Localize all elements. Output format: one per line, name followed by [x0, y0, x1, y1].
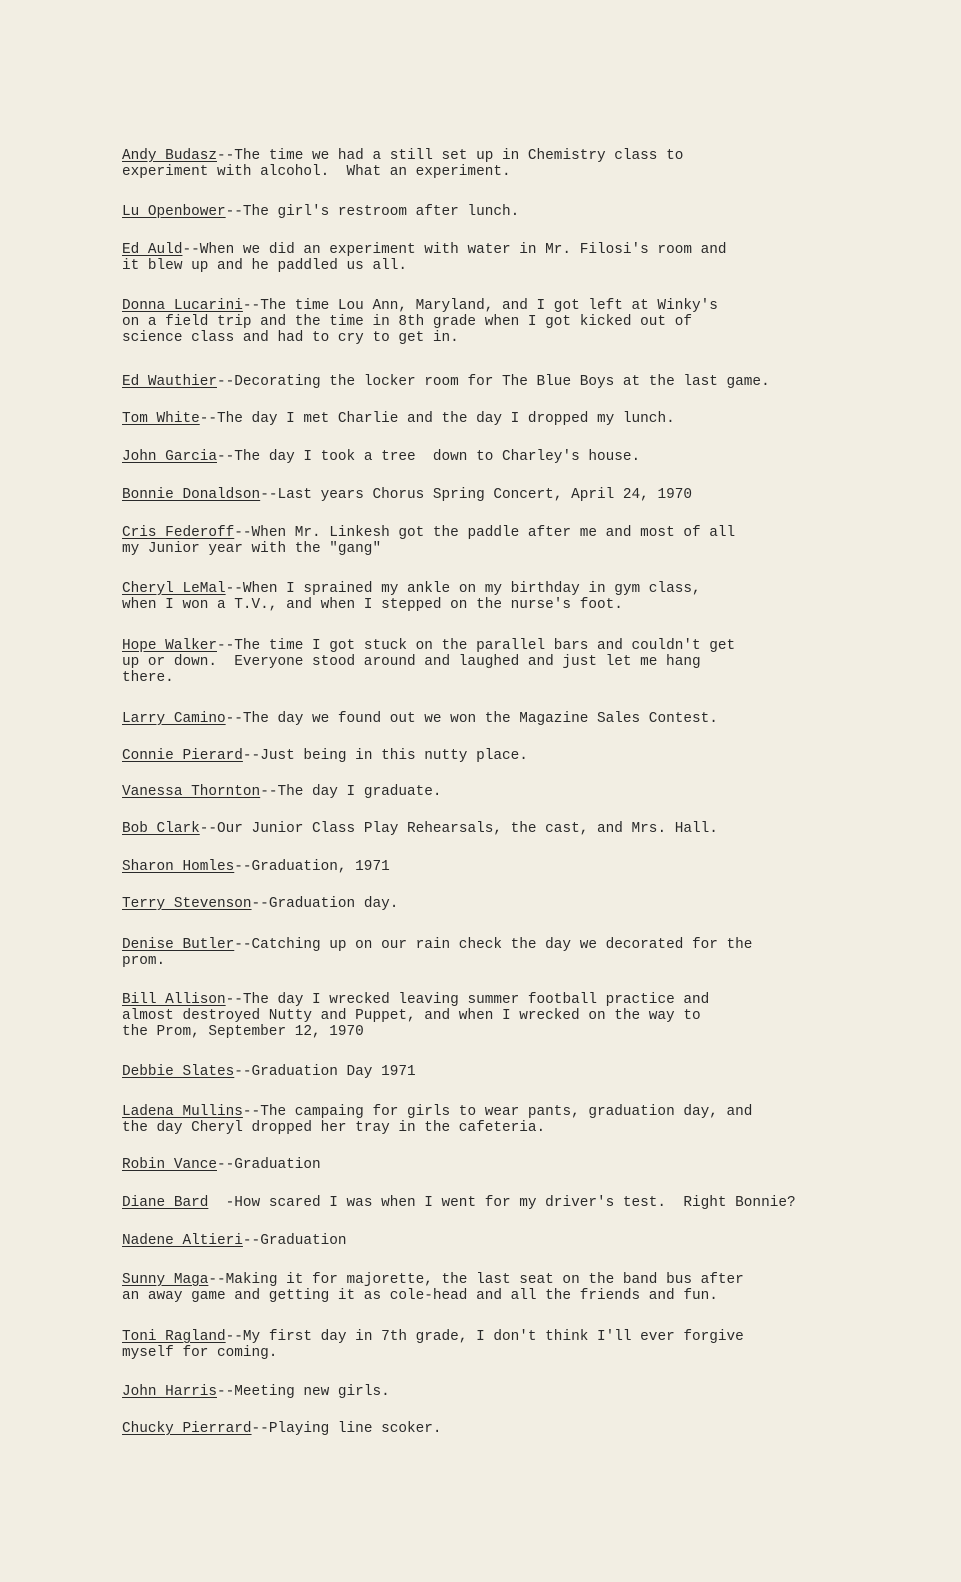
entry-toni-ragland — [122, 1329, 852, 1361]
entry-separator: -- — [251, 896, 269, 912]
entry-text: My first day in 7th grade, I don't think I'll ever forgive myself for coming. — [122, 1329, 744, 1361]
entry-name: Larry Camino — [122, 711, 226, 727]
entry-name: Ed Auld — [122, 242, 183, 258]
entry-text: Graduation — [234, 1157, 321, 1173]
entry-bonnie-donaldson — [122, 487, 852, 503]
entry-separator: -- — [199, 411, 218, 427]
entry-separator: -- — [217, 1384, 235, 1400]
entry-separator: -- — [260, 784, 278, 800]
entry-text: Meeting new girls. — [234, 1384, 390, 1400]
entry-chucky-pierrard — [122, 1421, 852, 1437]
entry-separator: -- — [234, 525, 252, 541]
entry-name: Connie Pierard — [122, 748, 243, 764]
entry-diane-bard — [122, 1195, 852, 1211]
entry-hope-walker — [122, 638, 852, 686]
entry-text: When we did an experiment with water in Mr. Filosi's room and it blew up and he paddled us all. — [122, 242, 727, 274]
entry-text: Making it for majorette, the last seat on the band bus after an away game and getting it as cole-head and all the friends and fun. — [122, 1272, 744, 1304]
entry-name: Lu Openbower — [122, 204, 226, 220]
entry-separator: -- — [217, 449, 235, 465]
entry-cris-federoff — [122, 525, 852, 557]
entry-name: Sharon Homles — [122, 859, 235, 875]
entry-text: How scared I was when I went for my driver's test. Right Bonnie? — [234, 1195, 796, 1211]
entry-name: Ladena Mullins — [122, 1104, 243, 1120]
entry-separator: -- — [225, 711, 243, 727]
entry-text: Graduation — [260, 1233, 347, 1249]
entry-ed-auld — [122, 242, 852, 274]
entry-name: Donna Lucarini — [122, 298, 243, 314]
entry-tom-white — [122, 411, 852, 427]
entry-text: Catching up on our rain check the day we decorated for the prom. — [122, 937, 753, 969]
entry-name: Hope Walker — [122, 638, 217, 654]
entry-name: John Harris — [122, 1384, 217, 1400]
entry-separator: -- — [242, 1104, 261, 1120]
entry-cheryl-lemal — [122, 581, 852, 613]
entry-terry-stevenson — [122, 896, 852, 912]
entry-ed-wauthier — [122, 374, 852, 390]
entry-ladena-mullins — [122, 1104, 852, 1136]
entry-larry-camino — [122, 711, 852, 727]
entry-text: The day I met Charlie and the day I dropped my lunch. — [217, 411, 675, 427]
entry-text: Graduation day. — [268, 896, 399, 912]
entry-separator: -- — [260, 487, 278, 503]
entry-name: Bill Allison — [122, 992, 226, 1008]
entry-text: Decorating the locker room for The Blue Boys at the last game. — [234, 374, 770, 390]
entry-denise-butler — [122, 937, 852, 969]
entry-debbie-slates — [122, 1064, 852, 1080]
entry-john-harris — [122, 1384, 852, 1400]
entry-separator: -- — [251, 1421, 269, 1437]
entry-text: Just being in this nutty place. — [260, 748, 528, 764]
entry-name: Bob Clark — [122, 821, 200, 837]
entry-name: Sunny Maga — [122, 1272, 209, 1288]
entry-separator: -- — [217, 374, 235, 390]
entry-bill-allison — [122, 992, 852, 1040]
entry-name: Diane Bard — [122, 1195, 209, 1211]
entry-text: The time I got stuck on the parallel bars and couldn't get up or down. Everyone stood around and laughed and just let me hang there. — [122, 638, 736, 686]
entry-name: Terry Stevenson — [122, 896, 252, 912]
entry-sunny-maga — [122, 1272, 852, 1304]
entry-text: The time Lou Ann, Maryland, and I got left at Winky's on a field trip and the time in 8th grade when I got kicked out of science class and had to cry to get in. — [122, 298, 718, 346]
entry-separator: -- — [199, 821, 218, 837]
entry-separator: -- — [242, 1233, 261, 1249]
entry-lu-openbower — [122, 204, 852, 220]
entry-text: When I sprained my ankle on my birthday in gym class, when I won a T.V., and when I stepped on the nurse's foot. — [122, 581, 701, 613]
entry-separator: -- — [217, 638, 235, 654]
entry-name: Vanessa Thornton — [122, 784, 261, 800]
entry-connie-pierard — [122, 748, 852, 764]
entry-text: The day I took a tree down to Charley's house. — [234, 449, 641, 465]
entry-separator: -- — [225, 581, 243, 597]
entry-separator: -- — [225, 1329, 243, 1345]
entry-separator: -- — [234, 859, 252, 875]
entry-separator: -- — [234, 937, 252, 953]
entry-name: Debbie Slates — [122, 1064, 235, 1080]
entry-name: Andy Budasz — [122, 148, 217, 164]
entry-robin-vance — [122, 1157, 852, 1173]
entry-andy-budasz — [122, 148, 852, 180]
entry-separator: - — [208, 1195, 235, 1211]
entry-text: The day I wrecked leaving summer football practice and almost destroyed Nutty and Puppet, and when I wrecked on the way to the Prom, September 12, 1970 — [122, 992, 710, 1040]
entry-text: Graduation Day 1971 — [251, 1064, 416, 1080]
entry-bob-clark — [122, 821, 852, 837]
entry-separator: -- — [217, 1157, 235, 1173]
entry-separator: -- — [234, 1064, 252, 1080]
entry-separator: -- — [208, 1272, 226, 1288]
entry-name: Chucky Pierrard — [122, 1421, 252, 1437]
entry-separator: -- — [225, 992, 243, 1008]
entry-name: Bonnie Donaldson — [122, 487, 261, 503]
entry-separator: -- — [182, 242, 200, 258]
entry-text: Last years Chorus Spring Concert, April 24, 1970 — [277, 487, 692, 503]
entry-name: Toni Ragland — [122, 1329, 226, 1345]
entry-text: Our Junior Class Play Rehearsals, the cast, and Mrs. Hall. — [217, 821, 718, 837]
entry-text: Graduation, 1971 — [251, 859, 390, 875]
entry-text: The day we found out we won the Magazine Sales Contest. — [242, 711, 718, 727]
entry-text: When Mr. Linkesh got the paddle after me and most of all my Junior year with the "gang" — [122, 525, 736, 557]
entry-separator: -- — [225, 204, 243, 220]
entry-name: Denise Butler — [122, 937, 235, 953]
entry-text: The girl's restroom after lunch. — [242, 204, 520, 220]
entry-donna-lucarini — [122, 298, 852, 346]
entry-name: John Garcia — [122, 449, 217, 465]
entry-separator: -- — [242, 748, 261, 764]
entry-name: Tom White — [122, 411, 200, 427]
entry-separator: -- — [242, 298, 261, 314]
entry-name: Cheryl LeMal — [122, 581, 226, 597]
entry-nadene-altieri — [122, 1233, 852, 1249]
entry-john-garcia — [122, 449, 852, 465]
entry-name: Cris Federoff — [122, 525, 235, 541]
entry-text: Playing line scoker. — [268, 1421, 442, 1437]
entry-text: The day I graduate. — [277, 784, 442, 800]
entry-name: Robin Vance — [122, 1157, 217, 1173]
entry-name: Ed Wauthier — [122, 374, 217, 390]
entry-vanessa-thornton — [122, 784, 852, 800]
entry-text: The time we had a still set up in Chemistry class to experiment with alcohol. What an experiment. — [122, 148, 684, 180]
entry-text: The campaing for girls to wear pants, graduation day, and the day Cheryl dropped her tray in the cafeteria. — [122, 1104, 753, 1136]
entry-sharon-homles — [122, 859, 852, 875]
entry-name: Nadene Altieri — [122, 1233, 243, 1249]
entry-separator: -- — [217, 148, 235, 164]
